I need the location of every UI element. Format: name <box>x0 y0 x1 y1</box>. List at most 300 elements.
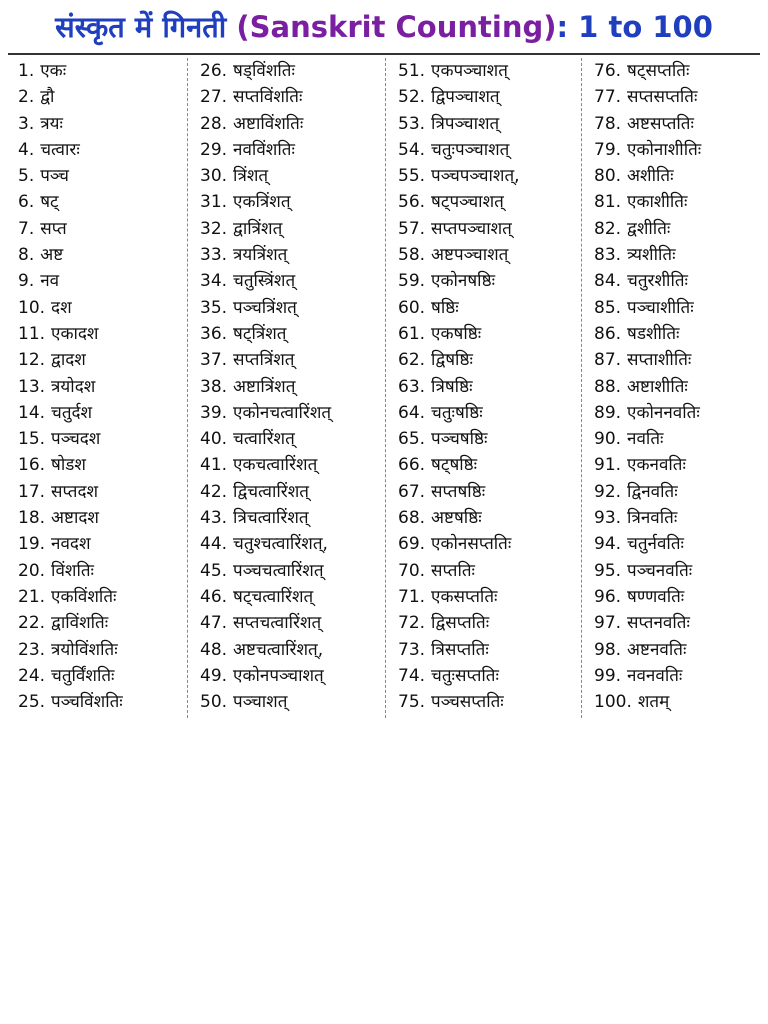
entry-number: 72. <box>398 613 426 634</box>
number-entry <box>398 216 581 242</box>
title-hindi: संस्कृत में गिनती <box>55 10 227 44</box>
entry-sanskrit-word: चत्वारः <box>40 139 80 160</box>
entry-sanskrit-word: त्रिनवतिः <box>627 508 678 529</box>
number-entry <box>18 558 187 584</box>
number-entry <box>18 689 187 715</box>
entry-sanskrit-word: चतुरशीतिः <box>627 271 688 292</box>
number-entry <box>18 505 187 531</box>
column-76-100 <box>582 58 760 718</box>
entry-number: 73. <box>398 639 426 660</box>
entry-number: 20. <box>18 560 46 581</box>
entry-sanskrit-word: अष्टात्रिंशत् <box>233 376 296 397</box>
number-entry <box>18 426 187 452</box>
number-entry <box>398 137 581 163</box>
entry-sanskrit-word: चतुश्चत्वारिंशत्, <box>233 534 328 555</box>
entry-number: 27. <box>200 87 228 108</box>
entry-number: 68. <box>398 508 426 529</box>
entry-sanskrit-word: पञ्चत्रिंशत् <box>233 297 297 318</box>
entry-number: 87. <box>594 350 622 371</box>
entry-sanskrit-word: त्र्यशीतिः <box>627 245 676 266</box>
entry-sanskrit-word: षड्विंशतिः <box>233 61 295 81</box>
number-entry <box>594 452 760 478</box>
number-entry <box>18 137 187 163</box>
number-entry <box>398 347 581 373</box>
entry-sanskrit-word: द्वौ <box>40 87 55 108</box>
entry-sanskrit-word: षडशीतिः <box>627 323 680 344</box>
title-divider <box>8 53 760 55</box>
entry-number: 90. <box>594 429 622 450</box>
number-entry <box>594 584 760 610</box>
entry-number: 36. <box>200 323 228 344</box>
entry-sanskrit-word: पञ्चचत्वारिंशत् <box>233 560 324 581</box>
number-entry <box>200 426 385 452</box>
entry-sanskrit-word: एकोनाशीतिः <box>627 139 702 160</box>
number-entry <box>18 84 187 110</box>
entry-number: 33. <box>200 245 228 266</box>
entry-number: 14. <box>18 402 46 423</box>
entry-number: 99. <box>594 665 622 686</box>
number-entry <box>398 505 581 531</box>
entry-number: 100. <box>594 692 632 713</box>
entry-sanskrit-word: द्वाविंशतिः <box>51 613 109 634</box>
number-entry <box>200 321 385 347</box>
number-entry <box>200 137 385 163</box>
number-entry <box>398 189 581 215</box>
entry-number: 5. <box>18 166 35 187</box>
entry-number: 67. <box>398 481 426 502</box>
entry-number: 94. <box>594 534 622 555</box>
number-entry <box>200 505 385 531</box>
entry-sanskrit-word: एकोननवतिः <box>627 402 700 423</box>
page-title <box>0 4 768 50</box>
entry-number: 85. <box>594 297 622 318</box>
number-entry <box>18 452 187 478</box>
entry-number: 81. <box>594 192 622 213</box>
column-26-50 <box>188 58 386 718</box>
number-entry <box>18 663 187 689</box>
title-range: : 1 to 100 <box>556 10 713 44</box>
entry-sanskrit-word: चतुर्नवतिः <box>627 534 684 555</box>
number-entry <box>200 163 385 189</box>
entry-sanskrit-word: सप्तनवतिः <box>627 613 690 634</box>
entry-sanskrit-word: एकनवतिः <box>627 455 686 476</box>
number-entry <box>18 400 187 426</box>
entry-sanskrit-word: एकसप्ततिः <box>431 586 498 607</box>
number-entry <box>594 479 760 505</box>
entry-number: 98. <box>594 639 622 660</box>
entry-sanskrit-word: त्रिंशत् <box>233 166 269 187</box>
entry-number: 17. <box>18 481 46 502</box>
number-entry <box>200 189 385 215</box>
entry-sanskrit-word: एकाशीतिः <box>627 192 688 213</box>
entry-number: 78. <box>594 113 622 134</box>
number-entry <box>594 58 760 84</box>
number-entry <box>18 584 187 610</box>
entry-sanskrit-word: द्वशीतिः <box>627 218 671 239</box>
entry-number: 83. <box>594 245 622 266</box>
number-entry <box>398 479 581 505</box>
number-entry <box>200 558 385 584</box>
entry-sanskrit-word: त्रिषष्ठिः <box>431 376 473 397</box>
entry-number: 13. <box>18 376 46 397</box>
entry-sanskrit-word: एकत्रिंशत् <box>233 192 291 213</box>
number-entry <box>398 163 581 189</box>
entry-sanskrit-word: चतुर्दश <box>51 402 93 423</box>
entry-sanskrit-word: चत्वारिंशत् <box>233 429 295 450</box>
entry-number: 47. <box>200 613 228 634</box>
number-entry <box>594 268 760 294</box>
entry-sanskrit-word: त्रिचत्वारिंशत् <box>233 508 309 529</box>
number-entry <box>594 505 760 531</box>
entry-sanskrit-word: षट्चत्वारिंशत् <box>233 586 314 607</box>
entry-number: 93. <box>594 508 622 529</box>
number-entry <box>594 426 760 452</box>
entry-sanskrit-word: सप्तचत्वारिंशत् <box>233 613 322 634</box>
number-entry <box>18 111 187 137</box>
entry-number: 71. <box>398 586 426 607</box>
number-entry <box>594 374 760 400</box>
number-entry <box>18 242 187 268</box>
entry-sanskrit-word: सप्तषष्ठिः <box>431 481 486 502</box>
number-entry <box>594 558 760 584</box>
entry-number: 57. <box>398 218 426 239</box>
entry-number: 79. <box>594 139 622 160</box>
entry-sanskrit-word: नवनवतिः <box>627 665 683 686</box>
entry-number: 11. <box>18 323 46 344</box>
number-entry <box>200 268 385 294</box>
entry-number: 64. <box>398 402 426 423</box>
entry-sanskrit-word: द्विसप्ततिः <box>431 613 490 634</box>
entry-number: 86. <box>594 323 622 344</box>
number-entry <box>398 268 581 294</box>
entry-number: 97. <box>594 613 622 634</box>
entry-sanskrit-word: अष्टनवतिः <box>627 639 687 660</box>
entry-number: 8. <box>18 245 35 266</box>
entry-sanskrit-word: त्रयोविंशतिः <box>51 639 118 660</box>
entry-sanskrit-word: षष्ठिः <box>431 297 459 318</box>
number-entry <box>200 374 385 400</box>
entry-number: 53. <box>398 113 426 134</box>
entry-number: 74. <box>398 665 426 686</box>
number-entry <box>398 663 581 689</box>
entry-sanskrit-word: पञ्चाशीतिः <box>627 297 694 318</box>
entry-sanskrit-word: पञ्च <box>40 166 69 187</box>
entry-number: 52. <box>398 87 426 108</box>
entry-sanskrit-word: सप्तसप्ततिः <box>627 87 698 108</box>
entry-sanskrit-word: षट्पञ्चाशत् <box>431 192 504 213</box>
entry-number: 26. <box>200 61 228 81</box>
entry-sanskrit-word: एकादश <box>51 323 99 344</box>
entry-number: 18. <box>18 508 46 529</box>
number-entry <box>594 163 760 189</box>
entry-number: 22. <box>18 613 46 634</box>
entry-number: 56. <box>398 192 426 213</box>
entry-number: 51. <box>398 61 426 81</box>
entry-sanskrit-word: एकः <box>40 61 67 81</box>
number-entry <box>200 663 385 689</box>
entry-number: 96. <box>594 586 622 607</box>
entry-sanskrit-word: पञ्चदश <box>51 429 101 450</box>
entry-sanskrit-word: अष्टषष्ठिः <box>431 508 482 529</box>
number-entry <box>398 374 581 400</box>
number-entry <box>594 242 760 268</box>
number-entry <box>594 610 760 636</box>
entry-number: 45. <box>200 560 228 581</box>
entry-sanskrit-word: षट्त्रिंशत् <box>233 323 287 344</box>
entry-number: 34. <box>200 271 228 292</box>
entry-sanskrit-word: अष्टसप्ततिः <box>627 113 694 134</box>
entry-sanskrit-word: पञ्चनवतिः <box>627 560 693 581</box>
entry-sanskrit-word: शतम् <box>637 692 670 713</box>
entry-sanskrit-word: नवतिः <box>627 429 664 450</box>
entry-sanskrit-word: षट्सप्ततिः <box>627 61 690 81</box>
entry-sanskrit-word: एकोनषष्ठिः <box>431 271 496 292</box>
number-entry <box>18 610 187 636</box>
entry-number: 48. <box>200 639 228 660</box>
entry-number: 43. <box>200 508 228 529</box>
entry-number: 32. <box>200 218 228 239</box>
number-entry <box>398 531 581 557</box>
entry-sanskrit-word: चतुर्विंशतिः <box>51 665 115 686</box>
column-51-75 <box>386 58 582 718</box>
entry-number: 80. <box>594 166 622 187</box>
number-entry <box>18 637 187 663</box>
number-entry <box>18 531 187 557</box>
entry-number: 40. <box>200 429 228 450</box>
entry-sanskrit-word: षण्णवतिः <box>627 586 685 607</box>
entry-sanskrit-word: एकोनचत्वारिंशत् <box>233 402 332 423</box>
number-entry <box>398 111 581 137</box>
entry-sanskrit-word: त्रयः <box>40 113 63 134</box>
number-entry <box>18 189 187 215</box>
entry-sanskrit-word: नव <box>40 271 60 292</box>
entry-sanskrit-word: चतुस्त्रिंशत् <box>233 271 296 292</box>
entry-number: 60. <box>398 297 426 318</box>
counting-table <box>18 58 760 718</box>
entry-sanskrit-word: विंशतिः <box>51 560 94 581</box>
entry-sanskrit-word: द्वादश <box>51 350 86 371</box>
entry-sanskrit-word: द्विनवतिः <box>627 481 678 502</box>
entry-number: 12. <box>18 350 46 371</box>
number-entry <box>594 663 760 689</box>
entry-number: 15. <box>18 429 46 450</box>
entry-sanskrit-word: पञ्चाशत् <box>233 692 288 713</box>
entry-number: 31. <box>200 192 228 213</box>
entry-sanskrit-word: द्विषष्ठिः <box>431 350 473 371</box>
number-entry <box>398 584 581 610</box>
entry-number: 42. <box>200 481 228 502</box>
entry-sanskrit-word: षट्षष्ठिः <box>431 455 478 476</box>
column-1-25 <box>18 58 188 718</box>
number-entry <box>398 689 581 715</box>
number-entry <box>594 400 760 426</box>
number-entry <box>200 84 385 110</box>
entry-sanskrit-word: चतुःपञ्चाशत् <box>431 139 510 160</box>
number-entry <box>200 347 385 373</box>
entry-sanskrit-word: अष्टचत्वारिंशत्, <box>233 639 324 660</box>
entry-number: 59. <box>398 271 426 292</box>
number-entry <box>594 347 760 373</box>
number-entry <box>594 295 760 321</box>
number-entry <box>398 58 581 84</box>
number-entry <box>18 321 187 347</box>
entry-number: 28. <box>200 113 228 134</box>
entry-number: 58. <box>398 245 426 266</box>
number-entry <box>18 268 187 294</box>
number-entry <box>18 58 187 84</box>
entry-number: 25. <box>18 692 46 713</box>
entry-number: 65. <box>398 429 426 450</box>
entry-number: 16. <box>18 455 46 476</box>
number-entry <box>200 452 385 478</box>
entry-number: 69. <box>398 534 426 555</box>
entry-sanskrit-word: पञ्चपञ्चाशत्, <box>431 166 520 187</box>
entry-sanskrit-word: एकषष्ठिः <box>431 323 482 344</box>
number-entry <box>18 163 187 189</box>
entry-sanskrit-word: त्रिसप्ततिः <box>431 639 489 660</box>
entry-number: 21. <box>18 586 46 607</box>
entry-number: 38. <box>200 376 228 397</box>
number-entry <box>200 400 385 426</box>
entry-number: 88. <box>594 376 622 397</box>
entry-sanskrit-word: नवविंशतिः <box>233 139 295 160</box>
number-entry <box>594 531 760 557</box>
entry-sanskrit-word: चतुःसप्ततिः <box>431 665 499 686</box>
number-entry <box>594 637 760 663</box>
entry-number: 39. <box>200 402 228 423</box>
entry-number: 82. <box>594 218 622 239</box>
number-entry <box>594 321 760 347</box>
entry-sanskrit-word: षट् <box>40 192 59 213</box>
entry-number: 50. <box>200 692 228 713</box>
number-entry <box>18 479 187 505</box>
entry-sanskrit-word: सप्त <box>40 218 67 239</box>
entry-number: 77. <box>594 87 622 108</box>
number-entry <box>18 295 187 321</box>
entry-sanskrit-word: अष्टादश <box>51 508 99 529</box>
number-entry <box>398 610 581 636</box>
entry-number: 23. <box>18 639 46 660</box>
number-entry <box>200 58 385 84</box>
number-entry <box>200 531 385 557</box>
number-entry <box>398 400 581 426</box>
entry-number: 61. <box>398 323 426 344</box>
number-entry <box>200 295 385 321</box>
number-entry <box>594 111 760 137</box>
entry-sanskrit-word: अष्ट <box>40 245 64 266</box>
number-entry <box>398 84 581 110</box>
entry-sanskrit-word: एकोनपञ्चाशत् <box>233 665 324 686</box>
number-entry <box>594 689 760 715</box>
number-entry <box>200 111 385 137</box>
title-english: (Sanskrit Counting) <box>236 10 557 44</box>
entry-sanskrit-word: त्रयोदश <box>51 376 96 397</box>
entry-sanskrit-word: षोडश <box>51 455 86 476</box>
entry-number: 63. <box>398 376 426 397</box>
entry-number: 89. <box>594 402 622 423</box>
entry-sanskrit-word: सप्ततिः <box>431 560 475 581</box>
number-entry <box>398 242 581 268</box>
entry-sanskrit-word: पञ्चविंशतिः <box>51 692 123 713</box>
entry-sanskrit-word: चतुःषष्ठिः <box>431 402 483 423</box>
entry-number: 2. <box>18 87 35 108</box>
number-entry <box>398 426 581 452</box>
number-entry <box>594 84 760 110</box>
entry-sanskrit-word: पञ्चषष्ठिः <box>431 429 488 450</box>
entry-sanskrit-word: एकविंशतिः <box>51 586 117 607</box>
entry-sanskrit-word: अष्टाविंशतिः <box>233 113 304 134</box>
number-entry <box>594 216 760 242</box>
entry-sanskrit-word: सप्तपञ्चाशत् <box>431 218 512 239</box>
entry-sanskrit-word: पञ्चसप्ततिः <box>431 692 504 713</box>
number-entry <box>200 689 385 715</box>
entry-sanskrit-word: द्विचत्वारिंशत् <box>233 481 309 502</box>
number-entry <box>200 216 385 242</box>
number-entry <box>594 137 760 163</box>
number-entry <box>594 189 760 215</box>
number-entry <box>18 374 187 400</box>
entry-sanskrit-word: एकपञ्चाशत् <box>431 61 508 81</box>
entry-number: 91. <box>594 455 622 476</box>
entry-number: 70. <box>398 560 426 581</box>
entry-number: 1. <box>18 61 35 81</box>
entry-sanskrit-word: सप्ताशीतिः <box>627 350 692 371</box>
entry-sanskrit-word: त्रयत्रिंशत् <box>233 245 288 266</box>
entry-number: 44. <box>200 534 228 555</box>
entry-number: 55. <box>398 166 426 187</box>
number-entry <box>398 452 581 478</box>
number-entry <box>200 610 385 636</box>
entry-number: 37. <box>200 350 228 371</box>
entry-number: 54. <box>398 139 426 160</box>
number-entry <box>398 321 581 347</box>
entry-number: 10. <box>18 297 46 318</box>
number-entry <box>18 347 187 373</box>
entry-number: 30. <box>200 166 228 187</box>
entry-sanskrit-word: एकोनसप्ततिः <box>431 534 512 555</box>
entry-number: 66. <box>398 455 426 476</box>
entry-number: 62. <box>398 350 426 371</box>
entry-number: 35. <box>200 297 228 318</box>
entry-number: 29. <box>200 139 228 160</box>
entry-number: 3. <box>18 113 35 134</box>
entry-number: 95. <box>594 560 622 581</box>
entry-sanskrit-word: एकचत्वारिंशत् <box>233 455 318 476</box>
number-entry <box>200 637 385 663</box>
entry-sanskrit-word: दश <box>51 297 72 318</box>
entry-sanskrit-word: सप्तत्रिंशत् <box>233 350 295 371</box>
entry-number: 75. <box>398 692 426 713</box>
number-entry <box>200 479 385 505</box>
entry-number: 46. <box>200 586 228 607</box>
number-entry <box>398 637 581 663</box>
entry-number: 41. <box>200 455 228 476</box>
number-entry <box>398 558 581 584</box>
entry-number: 49. <box>200 665 228 686</box>
entry-sanskrit-word: सप्तदश <box>51 481 99 502</box>
number-entry <box>398 295 581 321</box>
entry-number: 24. <box>18 665 46 686</box>
entry-sanskrit-word: अष्टपञ्चाशत् <box>431 245 509 266</box>
entry-sanskrit-word: त्रिपञ्चाशत् <box>431 113 500 134</box>
entry-number: 7. <box>18 218 35 239</box>
entry-number: 92. <box>594 481 622 502</box>
entry-number: 76. <box>594 61 622 81</box>
number-entry <box>18 216 187 242</box>
entry-sanskrit-word: अष्टाशीतिः <box>627 376 688 397</box>
entry-sanskrit-word: द्विपञ्चाशत् <box>431 87 500 108</box>
entry-number: 9. <box>18 271 35 292</box>
